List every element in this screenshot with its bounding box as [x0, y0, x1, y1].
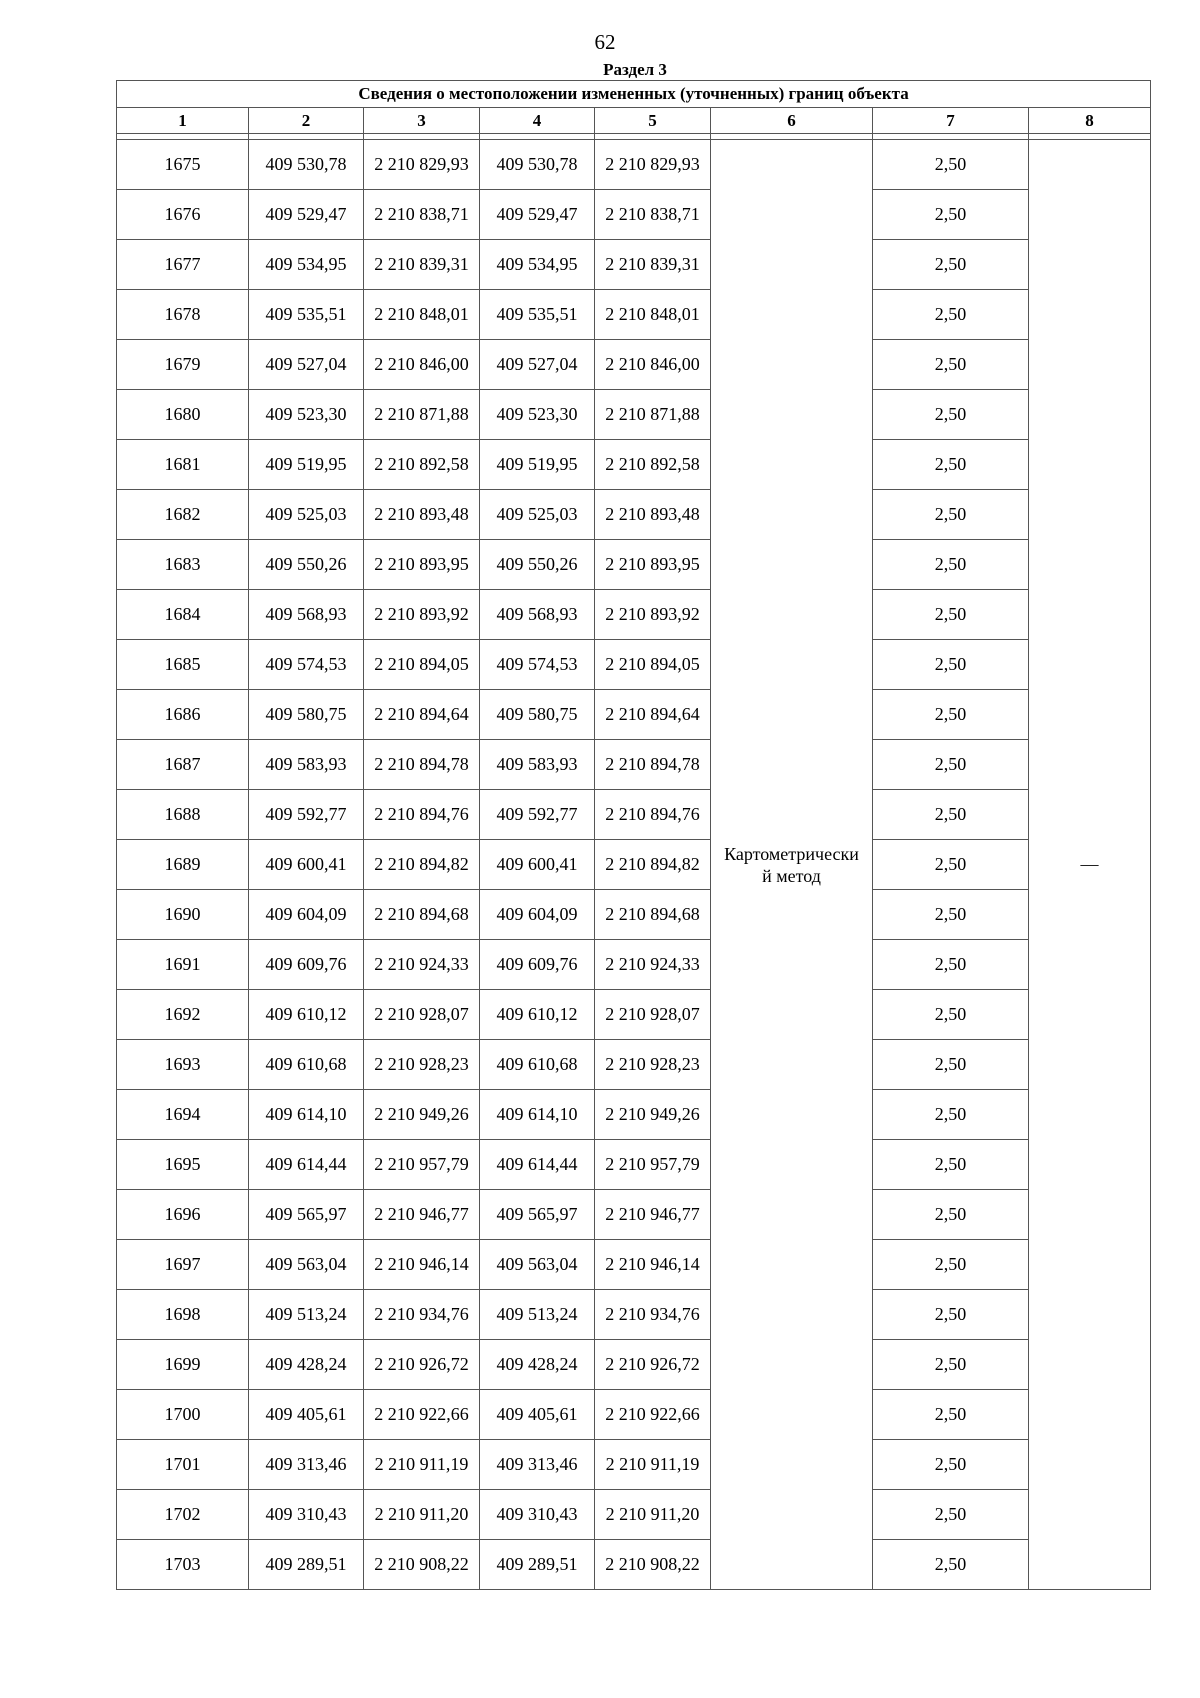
table-row [117, 1290, 1151, 1340]
point-number-cell: 1693 [117, 1040, 249, 1090]
accuracy-cell: 2,50 [873, 540, 1029, 590]
accuracy-cell: 2,50 [873, 490, 1029, 540]
x-coordinate-cell: 409 529,47 [249, 190, 364, 240]
x-coordinate-cell: 409 530,78 [249, 140, 364, 190]
y-new-coordinate-cell: 2 210 946,77 [595, 1190, 711, 1240]
x-coordinate-cell: 409 568,93 [249, 590, 364, 640]
y-new-coordinate-cell: 2 210 894,64 [595, 690, 711, 740]
x-coordinate-cell: 409 289,51 [249, 1540, 364, 1590]
x-coordinate-cell: 409 550,26 [249, 540, 364, 590]
y-new-coordinate-cell: 2 210 911,20 [595, 1490, 711, 1540]
y-coordinate-cell: 2 210 894,78 [364, 740, 480, 790]
x-coordinate-cell: 409 610,12 [249, 990, 364, 1040]
y-new-coordinate-cell: 2 210 838,71 [595, 190, 711, 240]
point-number-cell: 1685 [117, 640, 249, 690]
accuracy-cell: 2,50 [873, 440, 1029, 490]
point-number-cell: 1698 [117, 1290, 249, 1340]
y-coordinate-cell: 2 210 894,64 [364, 690, 480, 740]
method-text-line: Картометрически [724, 843, 859, 864]
point-number-cell: 1689 [117, 840, 249, 890]
y-new-coordinate-cell: 2 210 957,79 [595, 1140, 711, 1190]
x-new-coordinate-cell: 409 610,12 [480, 990, 595, 1040]
column8-cell: — [1029, 140, 1151, 1590]
y-coordinate-cell: 2 210 957,79 [364, 1140, 480, 1190]
point-number-cell: 1676 [117, 190, 249, 240]
y-coordinate-cell: 2 210 949,26 [364, 1090, 480, 1140]
y-coordinate-cell: 2 210 926,72 [364, 1340, 480, 1390]
point-number-cell: 1697 [117, 1240, 249, 1290]
x-new-coordinate-cell: 409 614,44 [480, 1140, 595, 1190]
x-new-coordinate-cell: 409 313,46 [480, 1440, 595, 1490]
table-row [117, 140, 1151, 190]
accuracy-cell: 2,50 [873, 140, 1029, 190]
accuracy-cell: 2,50 [873, 990, 1029, 1040]
y-coordinate-cell: 2 210 934,76 [364, 1290, 480, 1340]
point-number-cell: 1682 [117, 490, 249, 540]
table-row [117, 540, 1151, 590]
x-new-coordinate-cell: 409 289,51 [480, 1540, 595, 1590]
y-coordinate-cell: 2 210 893,48 [364, 490, 480, 540]
point-number-cell: 1690 [117, 890, 249, 940]
point-number-cell: 1681 [117, 440, 249, 490]
accuracy-cell: 2,50 [873, 190, 1029, 240]
x-new-coordinate-cell: 409 523,30 [480, 390, 595, 440]
x-coordinate-cell: 409 614,44 [249, 1140, 364, 1190]
y-coordinate-cell: 2 210 848,01 [364, 290, 480, 340]
y-new-coordinate-cell: 2 210 924,33 [595, 940, 711, 990]
accuracy-cell: 2,50 [873, 240, 1029, 290]
y-coordinate-cell: 2 210 839,31 [364, 240, 480, 290]
y-new-coordinate-cell: 2 210 934,76 [595, 1290, 711, 1340]
table-row [117, 840, 1151, 890]
y-new-coordinate-cell: 2 210 893,48 [595, 490, 711, 540]
point-number-cell: 1683 [117, 540, 249, 590]
x-new-coordinate-cell: 409 534,95 [480, 240, 595, 290]
x-new-coordinate-cell: 409 530,78 [480, 140, 595, 190]
accuracy-cell: 2,50 [873, 590, 1029, 640]
x-coordinate-cell: 409 610,68 [249, 1040, 364, 1090]
point-number-cell: 1702 [117, 1490, 249, 1540]
table-row [117, 940, 1151, 990]
y-new-coordinate-cell: 2 210 926,72 [595, 1340, 711, 1390]
y-coordinate-cell: 2 210 894,68 [364, 890, 480, 940]
point-number-cell: 1684 [117, 590, 249, 640]
y-new-coordinate-cell: 2 210 893,92 [595, 590, 711, 640]
y-new-coordinate-cell: 2 210 949,26 [595, 1090, 711, 1140]
y-coordinate-cell: 2 210 892,58 [364, 440, 480, 490]
table-caption: Сведения о местоположении измененных (уточненных) границ объекта [117, 81, 1151, 108]
point-number-cell: 1688 [117, 790, 249, 840]
x-new-coordinate-cell: 409 568,93 [480, 590, 595, 640]
x-new-coordinate-cell: 409 527,04 [480, 340, 595, 390]
y-coordinate-cell: 2 210 893,95 [364, 540, 480, 590]
table-row [117, 890, 1151, 940]
page-number: 62 [594, 30, 616, 54]
x-coordinate-cell: 409 592,77 [249, 790, 364, 840]
y-new-coordinate-cell: 2 210 894,68 [595, 890, 711, 940]
y-coordinate-cell: 2 210 946,77 [364, 1190, 480, 1240]
table-row [117, 190, 1151, 240]
point-number-cell: 1686 [117, 690, 249, 740]
accuracy-cell: 2,50 [873, 890, 1029, 940]
x-new-coordinate-cell: 409 574,53 [480, 640, 595, 690]
y-new-coordinate-cell: 2 210 829,93 [595, 140, 711, 190]
y-new-coordinate-cell: 2 210 928,07 [595, 990, 711, 1040]
section-title: Раздел 3 [603, 60, 667, 79]
table-row [117, 240, 1151, 290]
point-number-cell: 1679 [117, 340, 249, 390]
table-body [117, 140, 1151, 1590]
column-number-row [117, 108, 1151, 134]
x-coordinate-cell: 409 604,09 [249, 890, 364, 940]
method-text-line: й метод [762, 865, 821, 886]
x-new-coordinate-cell: 409 600,41 [480, 840, 595, 890]
table-row [117, 740, 1151, 790]
y-new-coordinate-cell: 2 210 911,19 [595, 1440, 711, 1490]
x-coordinate-cell: 409 519,95 [249, 440, 364, 490]
x-new-coordinate-cell: 409 604,09 [480, 890, 595, 940]
x-coordinate-cell: 409 580,75 [249, 690, 364, 740]
x-coordinate-cell: 409 405,61 [249, 1390, 364, 1440]
table-row [117, 990, 1151, 1040]
y-coordinate-cell: 2 210 894,76 [364, 790, 480, 840]
accuracy-cell: 2,50 [873, 290, 1029, 340]
accuracy-cell: 2,50 [873, 740, 1029, 790]
y-coordinate-cell: 2 210 908,22 [364, 1540, 480, 1590]
y-new-coordinate-cell: 2 210 894,78 [595, 740, 711, 790]
table-row [117, 1140, 1151, 1190]
y-new-coordinate-cell: 2 210 893,95 [595, 540, 711, 590]
x-coordinate-cell: 409 563,04 [249, 1240, 364, 1290]
point-number-cell: 1694 [117, 1090, 249, 1140]
y-new-coordinate-cell: 2 210 894,05 [595, 640, 711, 690]
y-coordinate-cell: 2 210 829,93 [364, 140, 480, 190]
column-number-header: 5 [595, 108, 711, 134]
y-coordinate-cell: 2 210 871,88 [364, 390, 480, 440]
x-new-coordinate-cell: 409 519,95 [480, 440, 595, 490]
y-coordinate-cell: 2 210 838,71 [364, 190, 480, 240]
y-new-coordinate-cell: 2 210 871,88 [595, 390, 711, 440]
y-new-coordinate-cell: 2 210 846,00 [595, 340, 711, 390]
column-number-header: 3 [364, 108, 480, 134]
x-coordinate-cell: 409 609,76 [249, 940, 364, 990]
x-new-coordinate-cell: 409 563,04 [480, 1240, 595, 1290]
point-number-cell: 1695 [117, 1140, 249, 1190]
y-coordinate-cell: 2 210 893,92 [364, 590, 480, 640]
x-new-coordinate-cell: 409 405,61 [480, 1390, 595, 1440]
table-row [117, 640, 1151, 690]
table-row [117, 1440, 1151, 1490]
x-coordinate-cell: 409 600,41 [249, 840, 364, 890]
x-coordinate-cell: 409 535,51 [249, 290, 364, 340]
accuracy-cell: 2,50 [873, 340, 1029, 390]
x-coordinate-cell: 409 534,95 [249, 240, 364, 290]
accuracy-cell: 2,50 [873, 1190, 1029, 1240]
x-new-coordinate-cell: 409 310,43 [480, 1490, 595, 1540]
x-new-coordinate-cell: 409 513,24 [480, 1290, 595, 1340]
accuracy-cell: 2,50 [873, 1340, 1029, 1390]
point-number-cell: 1675 [117, 140, 249, 190]
column-number-header: 2 [249, 108, 364, 134]
table-row [117, 1340, 1151, 1390]
x-new-coordinate-cell: 409 583,93 [480, 740, 595, 790]
table-row [117, 590, 1151, 640]
accuracy-cell: 2,50 [873, 1440, 1029, 1490]
y-new-coordinate-cell: 2 210 892,58 [595, 440, 711, 490]
y-coordinate-cell: 2 210 846,00 [364, 340, 480, 390]
accuracy-cell: 2,50 [873, 940, 1029, 990]
table-row [117, 1040, 1151, 1090]
accuracy-cell: 2,50 [873, 1040, 1029, 1090]
point-number-cell: 1687 [117, 740, 249, 790]
x-new-coordinate-cell: 409 614,10 [480, 1090, 595, 1140]
y-new-coordinate-cell: 2 210 848,01 [595, 290, 711, 340]
table-row [117, 790, 1151, 840]
accuracy-cell: 2,50 [873, 1240, 1029, 1290]
table-row [117, 1540, 1151, 1590]
y-new-coordinate-cell: 2 210 839,31 [595, 240, 711, 290]
column-number-header: 6 [711, 108, 873, 134]
x-new-coordinate-cell: 409 529,47 [480, 190, 595, 240]
y-new-coordinate-cell: 2 210 922,66 [595, 1390, 711, 1440]
x-new-coordinate-cell: 409 550,26 [480, 540, 595, 590]
point-number-cell: 1680 [117, 390, 249, 440]
x-new-coordinate-cell: 409 565,97 [480, 1190, 595, 1240]
x-coordinate-cell: 409 525,03 [249, 490, 364, 540]
table-row [117, 1490, 1151, 1540]
table-row [117, 1190, 1151, 1240]
x-coordinate-cell: 409 527,04 [249, 340, 364, 390]
y-coordinate-cell: 2 210 911,19 [364, 1440, 480, 1490]
method-cell [711, 140, 873, 1590]
x-new-coordinate-cell: 409 580,75 [480, 690, 595, 740]
table-row [117, 690, 1151, 740]
column-number-header: 7 [873, 108, 1029, 134]
y-coordinate-cell: 2 210 922,66 [364, 1390, 480, 1440]
y-coordinate-cell: 2 210 928,23 [364, 1040, 480, 1090]
y-coordinate-cell: 2 210 928,07 [364, 990, 480, 1040]
x-coordinate-cell: 409 574,53 [249, 640, 364, 690]
x-new-coordinate-cell: 409 609,76 [480, 940, 595, 990]
accuracy-cell: 2,50 [873, 1490, 1029, 1540]
y-coordinate-cell: 2 210 894,05 [364, 640, 480, 690]
point-number-cell: 1703 [117, 1540, 249, 1590]
x-coordinate-cell: 409 313,46 [249, 1440, 364, 1490]
x-new-coordinate-cell: 409 535,51 [480, 290, 595, 340]
x-new-coordinate-cell: 409 610,68 [480, 1040, 595, 1090]
point-number-cell: 1678 [117, 290, 249, 340]
table-row [117, 390, 1151, 440]
table-row [117, 440, 1151, 490]
accuracy-cell: 2,50 [873, 1090, 1029, 1140]
point-number-cell: 1700 [117, 1390, 249, 1440]
point-number-cell: 1699 [117, 1340, 249, 1390]
x-coordinate-cell: 409 523,30 [249, 390, 364, 440]
x-new-coordinate-cell: 409 525,03 [480, 490, 595, 540]
column-number-header: 1 [117, 108, 249, 134]
accuracy-cell: 2,50 [873, 840, 1029, 890]
x-coordinate-cell: 409 583,93 [249, 740, 364, 790]
y-coordinate-cell: 2 210 946,14 [364, 1240, 480, 1290]
column-number-header: 8 [1029, 108, 1151, 134]
x-coordinate-cell: 409 428,24 [249, 1340, 364, 1390]
y-new-coordinate-cell: 2 210 894,82 [595, 840, 711, 890]
column-number-header: 4 [480, 108, 595, 134]
accuracy-cell: 2,50 [873, 790, 1029, 840]
table-row [117, 490, 1151, 540]
x-coordinate-cell: 409 310,43 [249, 1490, 364, 1540]
y-coordinate-cell: 2 210 924,33 [364, 940, 480, 990]
point-number-cell: 1691 [117, 940, 249, 990]
y-new-coordinate-cell: 2 210 928,23 [595, 1040, 711, 1090]
y-coordinate-cell: 2 210 894,82 [364, 840, 480, 890]
x-coordinate-cell: 409 614,10 [249, 1090, 364, 1140]
point-number-cell: 1696 [117, 1190, 249, 1240]
accuracy-cell: 2,50 [873, 690, 1029, 740]
point-number-cell: 1701 [117, 1440, 249, 1490]
boundary-coordinates-table [116, 80, 1151, 1590]
accuracy-cell: 2,50 [873, 1140, 1029, 1190]
x-new-coordinate-cell: 409 592,77 [480, 790, 595, 840]
y-new-coordinate-cell: 2 210 894,76 [595, 790, 711, 840]
x-new-coordinate-cell: 409 428,24 [480, 1340, 595, 1390]
point-number-cell: 1692 [117, 990, 249, 1040]
table-row [117, 1090, 1151, 1140]
table-row [117, 1390, 1151, 1440]
accuracy-cell: 2,50 [873, 640, 1029, 690]
x-coordinate-cell: 409 565,97 [249, 1190, 364, 1240]
table-row [117, 1240, 1151, 1290]
accuracy-cell: 2,50 [873, 390, 1029, 440]
accuracy-cell: 2,50 [873, 1390, 1029, 1440]
table-row [117, 290, 1151, 340]
point-number-cell: 1677 [117, 240, 249, 290]
x-coordinate-cell: 409 513,24 [249, 1290, 364, 1340]
accuracy-cell: 2,50 [873, 1540, 1029, 1590]
accuracy-cell: 2,50 [873, 1290, 1029, 1340]
y-coordinate-cell: 2 210 911,20 [364, 1490, 480, 1540]
y-new-coordinate-cell: 2 210 946,14 [595, 1240, 711, 1290]
y-new-coordinate-cell: 2 210 908,22 [595, 1540, 711, 1590]
table-row [117, 340, 1151, 390]
